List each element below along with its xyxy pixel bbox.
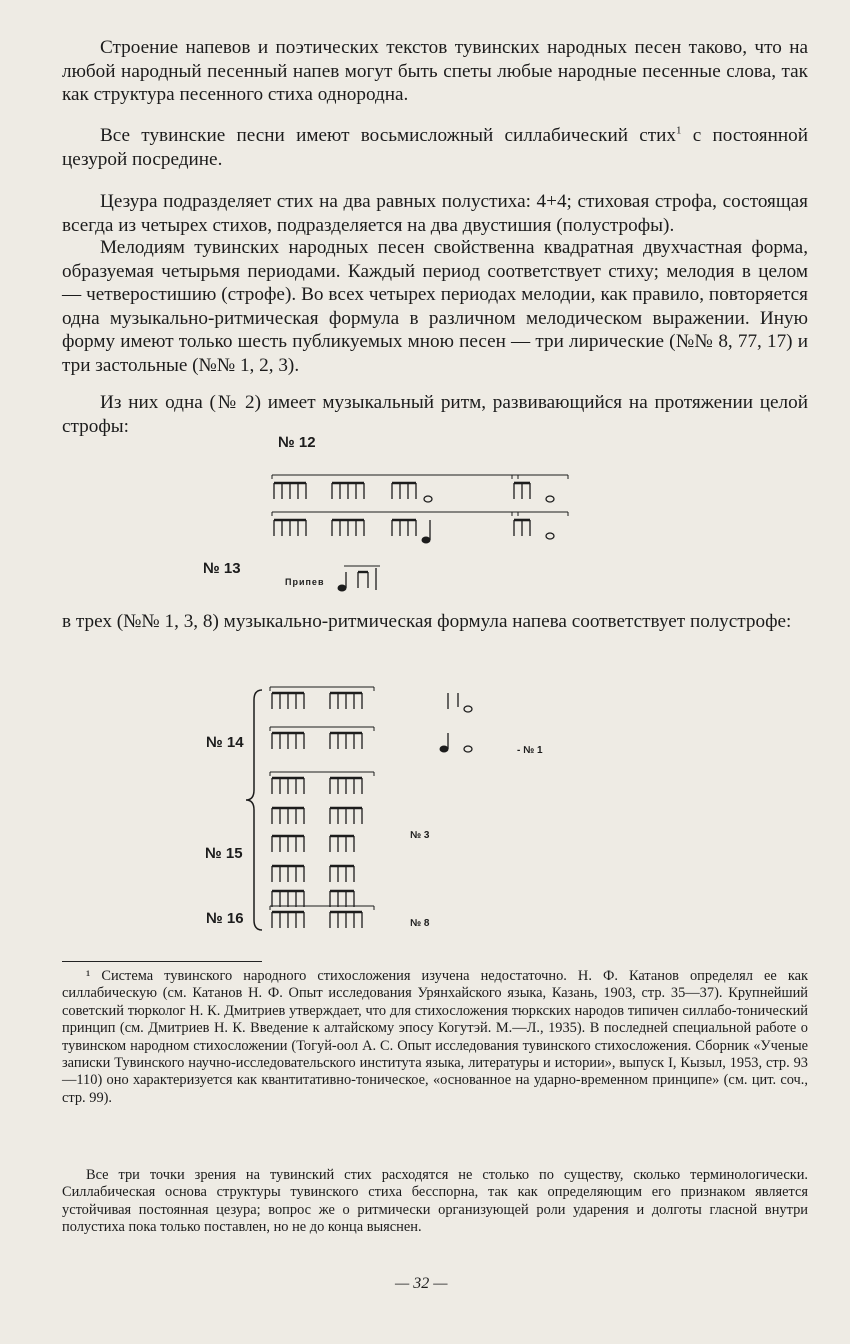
paragraph-syllabic-verse-text: Все тувинские песни имеют восьмисложный силлабический стих	[100, 125, 677, 146]
example-label-13: № 13	[203, 560, 241, 577]
paragraph-half-strophe-text: в трех (№№ 1, 3, 8) музыкально-ритмическая формула напева соответствует полустрофе:	[62, 611, 792, 632]
refrain-label: Припев	[285, 577, 325, 587]
note-head	[464, 706, 472, 712]
footnote-1: ¹ Система тувинского народного стихосложения изучена недостаточно. Н. Ф. Катанов определял ее как силлабическую (см. Катанов Н. Ф. Опыт исследования Урянхайского языка, Казань, 1903, стр. 35—37). Крупнейший советский тюрколог Н. К. Дмитриев утверждает, что для стихосложения тюркских народов типичен силлабо-тонический принцип (см. Дмитриев Н. К. Введение к алтайскому эпосу Когутэй. М.—Л., 1935). В последней специальной работе о тувинском народном стихосложении (Тогуй-оол А. С. Опыт исследования тувинского стихосложения. Сборник «Ученые записки Тувинского научно-исследовательского института языка, литературы и истории», выпуск I, Кызыл, 1953, стр. 93—110) оно характеризуется как квантитативно-тоническое, «основанное на ударно-временном принципе» (см. цит. соч., стр. 99).	[62, 968, 808, 1106]
ref-label-1: - № 1	[517, 745, 543, 756]
example-label-12: № 12	[278, 434, 316, 451]
paragraph-structure: Строение напевов и поэтических текстов тувинских народных песен таково, что на любой народный песенный напев могут быть спеты любые народные песенные слова, так как структура песенного стиха однородна.	[62, 37, 808, 106]
paragraph-caesura: Цезура подразделяет стих на два равных полустиха: 4+4; стиховая строфа, состоящая всегда из четырех стихов, подразделяется на два двустишия (полустрофы).	[62, 191, 808, 236]
example-label-15: № 15	[205, 845, 243, 862]
rhythm-figures	[246, 475, 568, 930]
note-head	[546, 533, 554, 539]
note-head	[424, 496, 432, 502]
note-head	[464, 746, 472, 752]
ref-label-3: № 3	[410, 830, 430, 841]
footnote-rule	[62, 961, 262, 962]
page-number: — 32 —	[395, 1275, 448, 1292]
paragraph-syllabic-verse-tail: с постоянной цезурой посредине.	[62, 125, 808, 170]
footnote-2: Все три точки зрения на тувинский стих расходятся не столько по существу, сколько терминологически. Силлабическая основа структуры тувинского стиха бесспорна, так как определяющим его признаком является устойчивая постоянная цезура; вопрос же о ритмически организующей роли ударения и долготы гласной внутри полустиха пока только поставлен, но не до конца выяснен.	[62, 1167, 808, 1236]
paragraph-melody-form: Мелодиям тувинских народных песен свойственна квадратная двухчастная форма, образуемая четырьмя периодами. Каждый период соответствует стиху; мелодия в целом — четверостишию (строфе). Во всех четырех периодах мелодии, как правило, повторяется одна музыкально-ритмическая формула в различном мелодическом выражении. Иную форму имеют только шесть публикуемых мною песен — три лирические (№№ 8, 77, 17) и три застольные (№№ 1, 2, 3).	[62, 237, 808, 376]
paragraph-song-2: Из них одна (№ 2) имеет музыкальный ритм, развивающийся на протяжении целой строфы:	[62, 392, 808, 437]
brace	[246, 690, 262, 930]
note-head	[546, 496, 554, 502]
note-head	[338, 585, 346, 591]
ref-label-8: № 8	[410, 918, 430, 929]
footnote-ref: 1	[676, 124, 682, 137]
example-label-14: № 14	[206, 734, 244, 751]
note-head	[422, 537, 430, 543]
note-head	[440, 746, 448, 752]
example-label-16: № 16	[206, 910, 244, 927]
